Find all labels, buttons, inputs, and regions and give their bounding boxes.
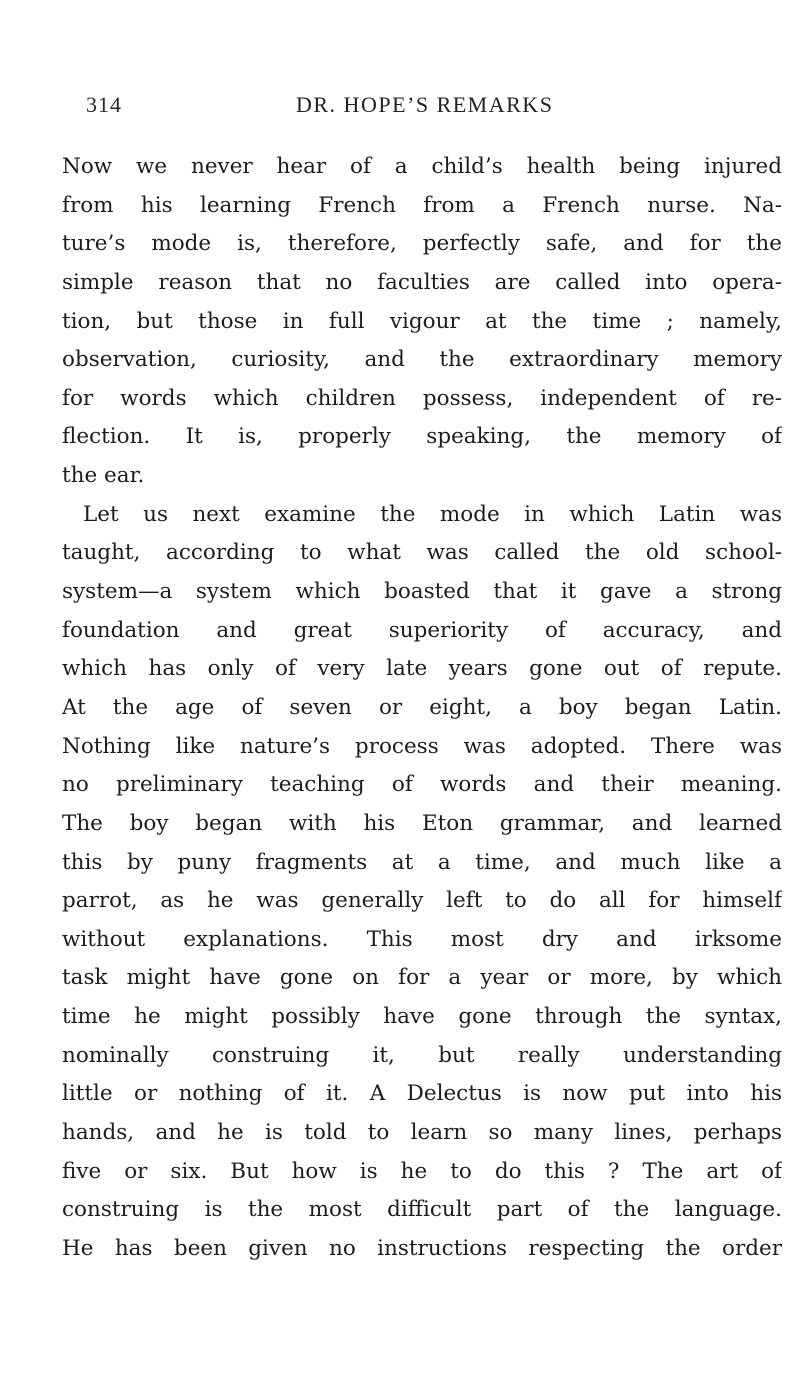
text-line: observation, curiosity, and the extraordinary memory <box>62 347 782 373</box>
text-line: ture’s mode is, therefore, perfectly safe, and for the <box>62 231 782 257</box>
text-line: Now we never hear of a child’s health being injured <box>62 154 782 179</box>
text-line: which has only of very late years gone out of repute. <box>62 656 782 682</box>
text-line: foundation and great superiority of accuracy, and <box>62 617 782 643</box>
text-line: taught, according to what was called the old school- <box>62 540 782 566</box>
text-line: Let us next examine the mode in which Latin was <box>83 501 782 527</box>
text-line: task might have gone on for a year or more, by which <box>62 965 782 991</box>
text-line: parrot, as he was generally left to do all for himself <box>62 888 782 914</box>
text-line: simple reason that no faculties are called into opera- <box>62 269 782 295</box>
running-title: DR. HOPE’S REMARKS <box>296 92 554 117</box>
text-line: system—a system which boasted that it gave a strong <box>62 579 782 605</box>
text-line: The boy began with his Eton grammar, and learned <box>62 810 782 836</box>
text-line: this by puny fragments at a time, and much like a <box>62 849 782 875</box>
text-line: five or six. But how is he to do this ? The art of <box>62 1158 782 1184</box>
text-line: He has been given no instructions respecting the order <box>62 1235 782 1261</box>
text-line: no preliminary teaching of words and their meaning. <box>62 772 782 798</box>
text-line: the ear. <box>62 463 145 489</box>
text-line: nominally construing it, but really understanding <box>62 1042 782 1068</box>
text-line: Nothing like nature’s process was adopted. There was <box>62 733 782 759</box>
text-line: construing is the most difficult part of the language. <box>62 1197 782 1223</box>
text-line: time he might possibly have gone through the syntax, <box>62 1004 782 1030</box>
text-line: At the age of seven or eight, a boy began Latin. <box>62 694 782 720</box>
text-line: without explanations. This most dry and irksome <box>62 926 782 952</box>
text-line: little or nothing of it. A Delectus is now put into his <box>62 1081 782 1107</box>
text-line: from his learning French from a French nurse. Na- <box>62 192 782 218</box>
text-line: tion, but those in full vigour at the time ; namely, <box>62 308 782 334</box>
text-line: hands, and he is told to learn so many lines, perhaps <box>62 1120 782 1146</box>
text-line: flection. It is, properly speaking, the memory of <box>62 424 782 450</box>
text-line: for words which children possess, independent of re- <box>62 385 782 411</box>
body-text <box>62 148 782 1269</box>
page-number: 314 <box>86 92 122 117</box>
running-head <box>86 92 786 122</box>
